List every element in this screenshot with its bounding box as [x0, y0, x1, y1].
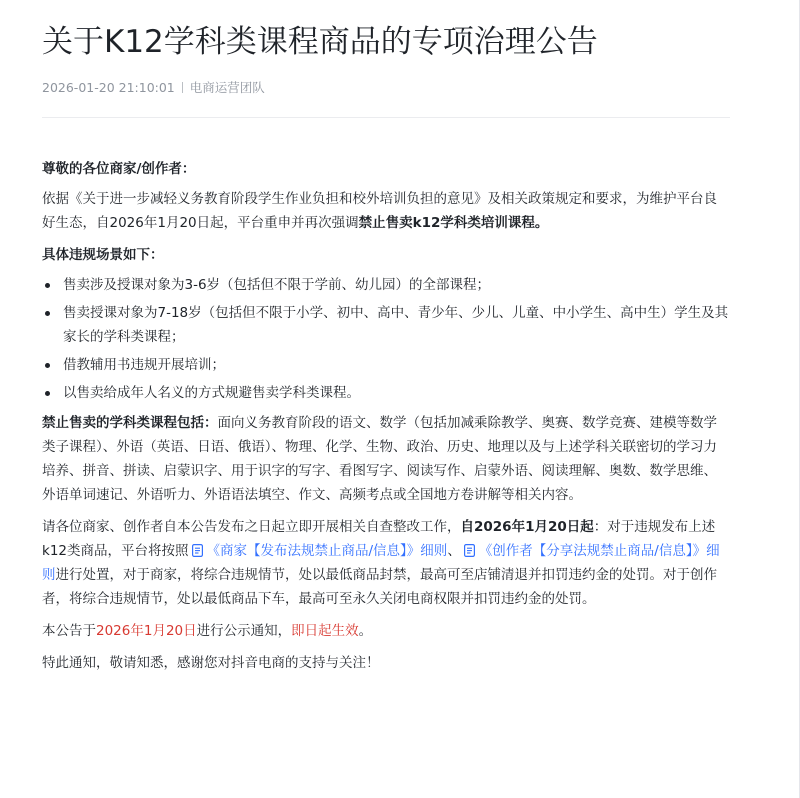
- page-title: 关于K12学科类课程商品的专项治理公告: [42, 24, 598, 60]
- doc-icon: [464, 544, 475, 557]
- list-item: 售卖涉及授课对象为3-6岁（包括但不限于学前、幼儿园）的全部课程；: [42, 273, 730, 297]
- bullet-dot-icon: [45, 311, 50, 316]
- banned-courses-paragraph: 禁止售卖的学科类课程包括：面向义务教育阶段的语文、数学（包括加减乘除教学、奥赛、数学竞赛、建模等数学类子课程）、外语（英语、日语、俄语）、物理、化学、生物、政治、历史、地理以及与上述学科关联密切的学习力培养、拼音、拼读、启蒙识字、用于识字的写字、看图写字、阅读写作、启蒙外语、阅读理解、奥数、数学思维、外语单词速记、外语听力、外语语法填空、作文、高频考点或全国地方卷讲解等相关内容。: [42, 415, 717, 503]
- author-name: 电商运营团队: [189, 80, 265, 95]
- publish-datetime: 2026-01-20 21:10:01: [42, 80, 175, 95]
- article-meta: [42, 79, 265, 97]
- merchant-rules-link[interactable]: 《商家【发布法规禁止商品/信息】》细则: [189, 543, 448, 559]
- doc-icon: [192, 544, 203, 557]
- greeting: 尊敬的各位商家/创作者：: [42, 161, 196, 177]
- bullet-dot-icon: [45, 363, 50, 368]
- scenes-heading: 具体违规场景如下：: [42, 247, 164, 263]
- bullet-dot-icon: [45, 283, 50, 288]
- list-item: 借教辅用书违规开展培训；: [42, 353, 730, 377]
- meta-separator: [182, 82, 183, 93]
- list-item: 以售卖给成年人名义的方式规避售卖学科类课程。: [42, 381, 730, 405]
- intro-bold-statement: 禁止售卖k12学科类培训课程。: [358, 215, 549, 231]
- creator-rules-link[interactable]: 《创作者【分享法规禁止商品/信息】》细则: [42, 543, 720, 583]
- effective-date: 2026年1月20日: [96, 623, 197, 639]
- header-divider: [42, 117, 730, 118]
- violation-scenes-list: [42, 273, 730, 405]
- closing-remark: 特此通知，敬请知悉，感谢您对抖音电商的支持与关注！: [42, 655, 380, 671]
- intro-paragraph: 依据《关于进一步减轻义务教育阶段学生作业负担和校外培训负担的意见》及相关政策规定和要求，为维护平台良好生态，自2026年1月20日起，平台重申并再次强调禁止售卖k12学科类培训课程。: [42, 191, 717, 231]
- article-body: [42, 157, 730, 683]
- action-paragraph: 请各位商家、创作者自本公告发布之日起立即开展相关自查整改工作，自2026年1月20日起：对于违规发布上述k12类商品，平台将按照 《商家【发布法规禁止商品/信息】》细则、 《创作者【分享法规禁止商品/信息】》细则进行处置，对于商家，将综合违规情节，处以最低商品封禁，最高可至店铺清退并扣罚违约金的处罚。对于创作者，将综合违规情节，处以最低商品下车，最高可至永久关闭电商权限并扣罚违约金的处罚。: [42, 519, 720, 607]
- list-item: 售卖授课对象为7-18岁（包括但不限于小学、初中、高中、青少年、少儿、儿童、中小学生、高中生）学生及其家长的学科类课程；: [42, 301, 730, 349]
- effective-notice: 本公告于2026年1月20日进行公示通知，即日起生效。: [42, 623, 373, 639]
- effective-status: 即日起生效: [291, 623, 359, 639]
- bullet-dot-icon: [45, 391, 50, 396]
- banned-heading: 禁止售卖的学科类课程包括：: [42, 415, 218, 431]
